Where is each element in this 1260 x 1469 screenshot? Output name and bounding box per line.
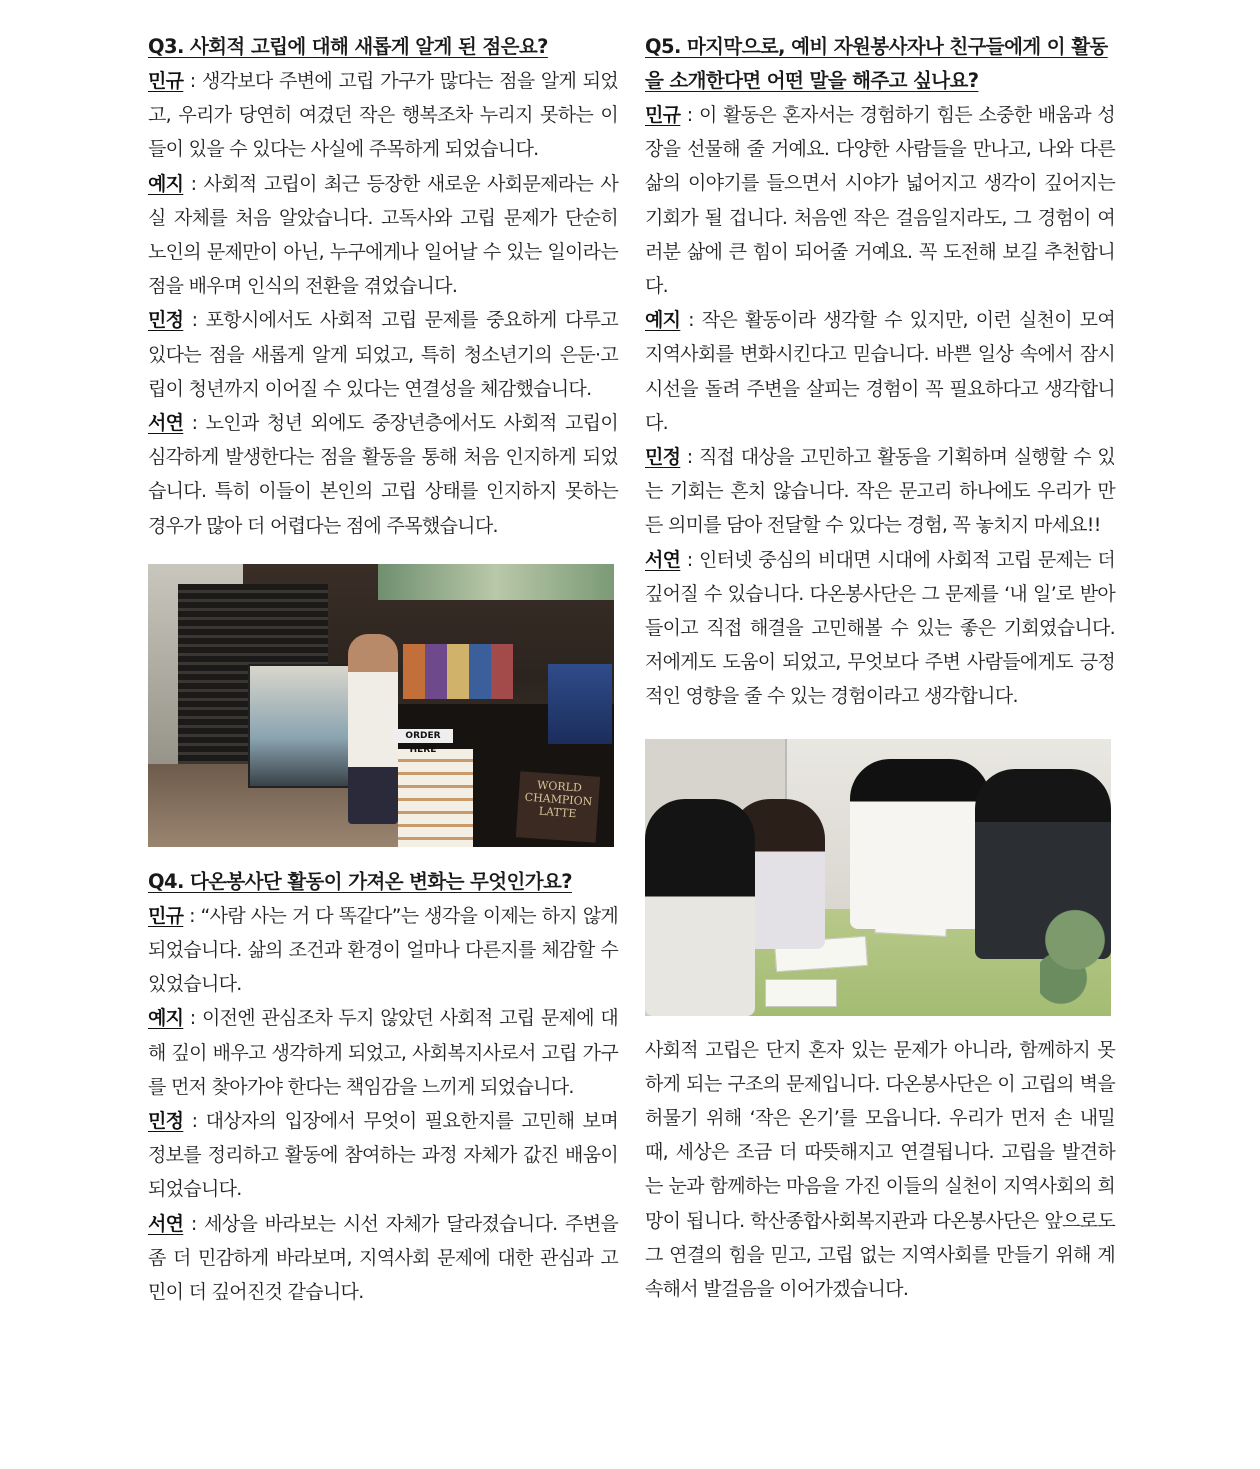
q3-answer-minkyu xyxy=(148,64,618,167)
q5-answer-minjeong xyxy=(645,440,1115,543)
q5-answer-minkyu xyxy=(645,98,1115,303)
speaker-name: 예지 xyxy=(645,309,681,332)
speaker-name: 서연 xyxy=(148,412,184,435)
right-column xyxy=(645,30,1115,1306)
answer-text: : “사람 사는 거 다 똑같다”는 생각을 이제는 하지 않게 되었습니다. 삶의 조건과 환경이 얼마나 다른지를 체감할 수 있었습니다. xyxy=(148,904,618,996)
answer-text: : 대상자의 입장에서 무엇이 필요한지를 고민해 보며 정보를 정리하고 활동에 참여하는 과정 자체가 값진 배움이 되었습니다. xyxy=(148,1110,618,1201)
speaker-name: 서연 xyxy=(645,548,681,571)
q3-title: Q3. 사회적 고립에 대해 새롭게 알게 된 점은요? xyxy=(148,35,548,58)
latte-poster: WORLD CHAMPION LATTE xyxy=(516,771,600,842)
speaker-name: 민규 xyxy=(148,904,184,927)
speaker-name: 예지 xyxy=(148,172,184,195)
left-column xyxy=(148,30,618,1309)
answer-text: : 직접 대상을 고민하고 활동을 기획하며 실행할 수 있는 기회는 흔치 않습니다. 작은 문고리 하나에도 우리가 만든 의미를 담아 전달할 수 있다는 경험, 꼭 놓치지 마세요!! xyxy=(645,446,1115,537)
answer-text: : 작은 활동이라 생각할 수 있지만, 이런 실천이 모여 지역사회를 변화시킨다고 믿습니다. 바쁜 일상 속에서 잠시 시선을 돌려 주변을 살피는 경험이 꼭 필요하다고 생각합니다. xyxy=(645,309,1115,434)
answer-text: : 세상을 바라보는 시선 자체가 달라졌습니다. 주변을 좀 더 민감하게 바라보며, 지역사회 문제에 대한 관심과 고민이 더 깊어진것 같습니다. xyxy=(148,1212,618,1304)
answer-text: : 포항시에서도 사회적 고립 문제를 중요하게 다루고 있다는 점을 새롭게 알게 되었고, 특히 청소년기의 은둔·고립이 청년까지 이어질 수 있다는 연결성을 체감했습니다. xyxy=(148,309,618,400)
speaker-name: 민정 xyxy=(148,309,184,332)
cafe-photo xyxy=(148,564,614,847)
q3-answer-seoyeon xyxy=(148,406,618,543)
speaker-name: 민정 xyxy=(645,446,681,469)
q3-answer-minjeong xyxy=(148,303,618,406)
meeting-photo xyxy=(645,739,1111,1016)
speaker-name: 민규 xyxy=(148,70,184,92)
answer-text: : 이 활동은 혼자서는 경험하기 힘든 소중한 배움과 성장을 선물해 줄 거예요. 다양한 사람들을 만나고, 나와 다른 삶의 이야기를 들으면서 시야가 넓어지고 생각이 깊어지는 기회가 될 겁니다. 처음엔 작은 걸음일지라도, 그 경험이 여러분 삶에 큰 힘이 되어줄 거예요. 꼭 도전해 보길 추천합니다. xyxy=(645,104,1115,298)
q4-title: Q4. 다온봉사단 활동이 가져온 변화는 무엇인가요? xyxy=(148,869,572,893)
q4-answer-minkyu xyxy=(148,899,618,1002)
q3-answer-yeji xyxy=(148,167,618,304)
q4-answer-minjeong xyxy=(148,1104,618,1207)
q5-answer-yeji xyxy=(645,303,1115,440)
closing-paragraph: 사회적 고립은 단지 혼자 있는 문제가 아니라, 함께하지 못하게 되는 구조의 문제입니다. 다온봉사단은 이 고립의 벽을 허물기 위해 ‘작은 온기’를 모읍니다. 우리가 먼저 손 내밀 때, 세상은 조금 더 따뜻해지고 연결됩니다. 고립을 발견하는 눈과 함께하는 마음을 가진 이들의 실천이 지역사회의 희망이 됩니다. 학산종합사회복지관과 다온봉사단은 앞으로도 그 연결의 힘을 믿고, 고립 없는 지역사회를 만들기 위해 계속해서 발걸음을 이어가겠습니다. xyxy=(645,1038,1115,1301)
q4-answer-yeji xyxy=(148,1001,618,1104)
answer-text: : 노인과 청년 외에도 중장년층에서도 사회적 고립이 심각하게 발생한다는 점을 활동을 통해 처음 인지하게 되었습니다. 특히 이들이 본인의 고립 상태를 인지하지 못하는 경우가 많아 더 어렵다는 점에 주목했습니다. xyxy=(148,412,618,537)
answer-text: : 이전엔 관심조차 두지 않았던 사회적 고립 문제에 대해 깊이 배우고 생각하게 되었고, 사회복지사로서 고립 가구를 먼저 찾아가야 한다는 책임감을 느끼게 되었습니다. xyxy=(148,1007,618,1098)
q5-answer-seoyeon xyxy=(645,543,1115,714)
q4-answer-seoyeon xyxy=(148,1207,618,1310)
speaker-name: 서연 xyxy=(148,1212,184,1235)
order-sign: ORDER HERE xyxy=(393,729,453,743)
answer-text: : 인터넷 중심의 비대면 시대에 사회적 고립 문제는 더 깊어질 수 있습니다. 다온봉사단은 그 문제를 ‘내 일’로 받아들이고 직접 해결을 고민해볼 수 있는 좋은 기회였습니다. 저에게도 도움이 되었고, 무엇보다 주변 사람들에게도 긍정적인 영향을 줄 수 있는 경험이라고 생각합니다. xyxy=(645,548,1115,708)
speaker-name: 민정 xyxy=(148,1110,184,1133)
answer-text: : 생각보다 주변에 고립 가구가 많다는 점을 알게 되었고, 우리가 당연히 여겼던 작은 행복조차 누리지 못하는 이들이 있을 수 있다는 사실에 주목하게 되었습니다. xyxy=(148,70,618,161)
speaker-name: 민규 xyxy=(645,104,681,126)
q5-title: Q5. 마지막으로, 예비 자원봉사자나 친구들에게 이 활동을 소개한다면 어떤 말을 해주고 싶나요? xyxy=(645,35,1108,92)
answer-text: : 사회적 고립이 최근 등장한 새로운 사회문제라는 사실 자체를 처음 알았습니다. 고독사와 고립 문제가 단순히 노인의 문제만이 아닌, 누구에게나 일어날 수 있는 일이라는 점을 배우며 인식의 전환을 겪었습니다. xyxy=(148,172,618,298)
speaker-name: 예지 xyxy=(148,1007,184,1030)
